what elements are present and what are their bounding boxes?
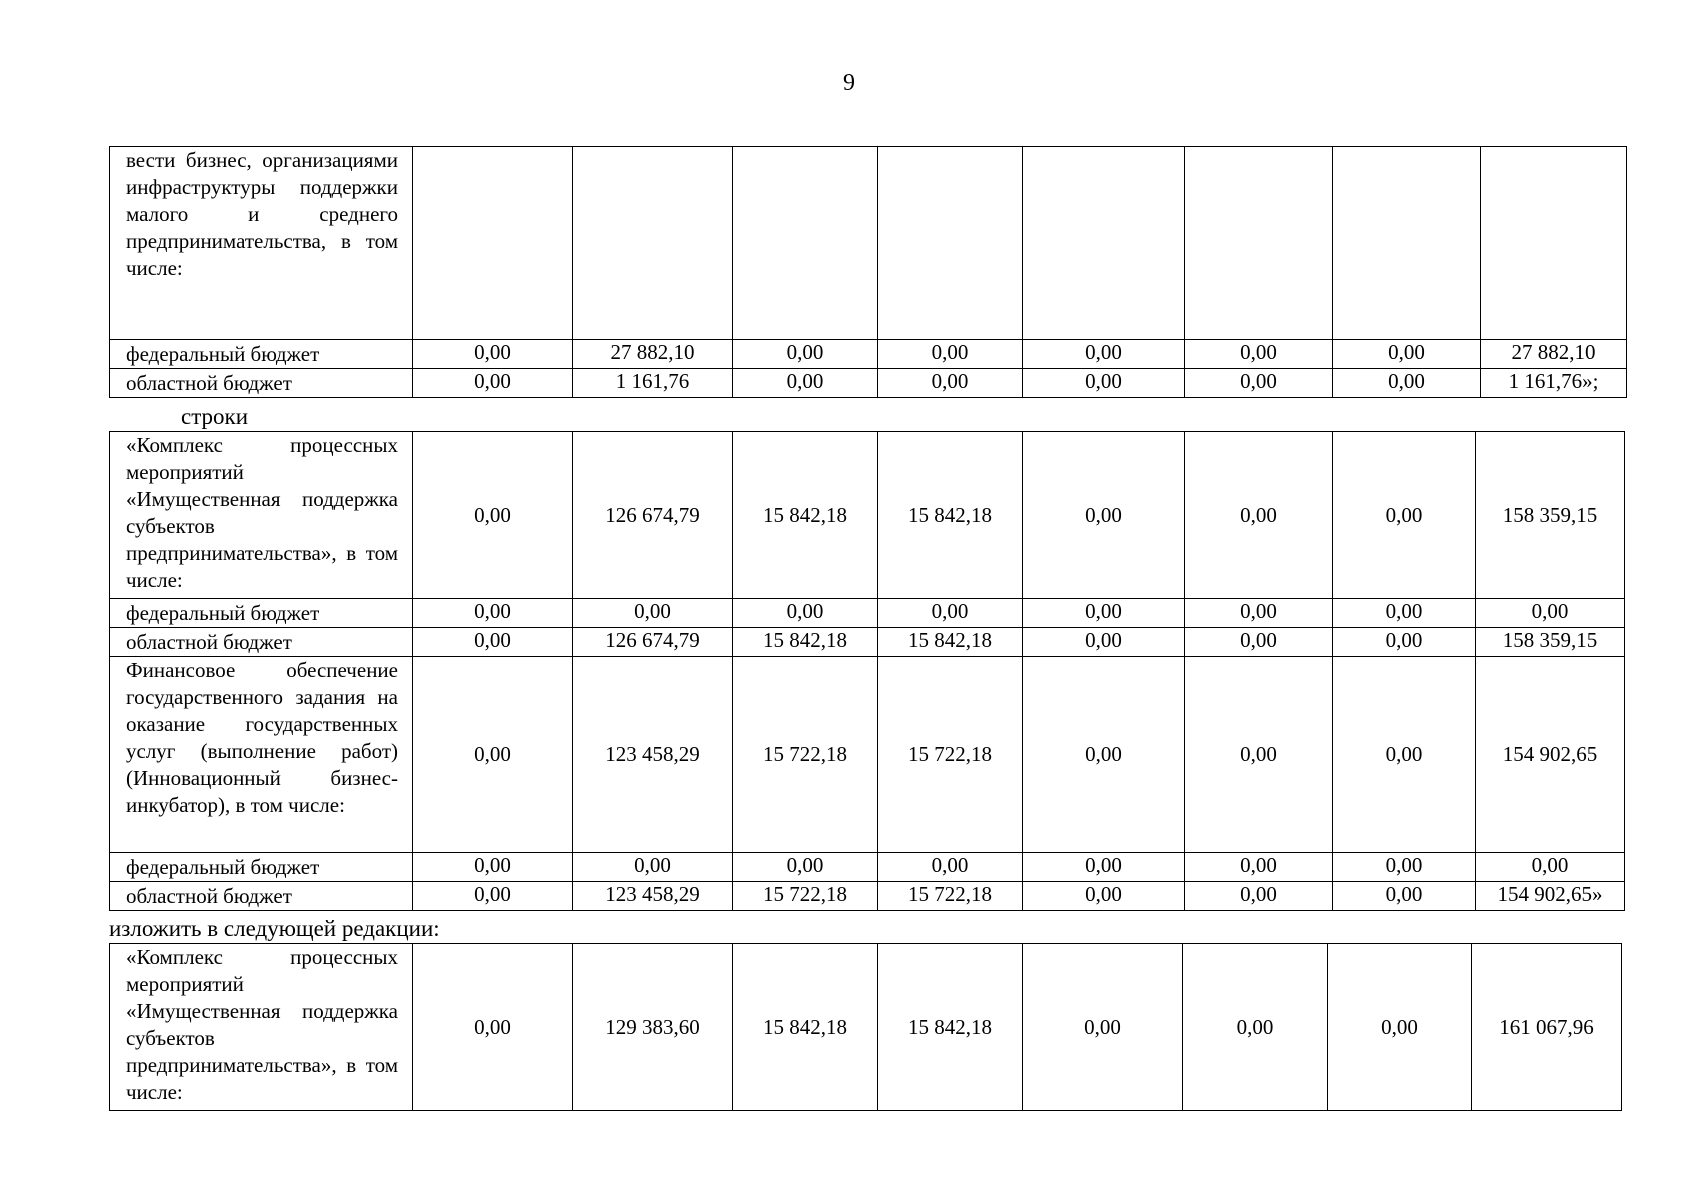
- row-label: Финансовое обеспечение государственного задания на оказание государственных услуг (выполнение работ) (Инновационный бизнес-инкубатор), в том числе:: [110, 657, 413, 853]
- table-row: [110, 944, 1622, 1111]
- value-cell: 0,00: [733, 599, 878, 628]
- value-cell: 15 842,18: [878, 944, 1023, 1111]
- row-label: федеральный бюджет: [110, 853, 413, 882]
- value-cell: 15 722,18: [733, 657, 878, 853]
- value-cell: 0,00: [1023, 369, 1185, 398]
- value-cell: [1023, 147, 1185, 340]
- value-cell: 0,00: [1333, 853, 1476, 882]
- value-cell: 0,00: [878, 340, 1023, 369]
- value-cell: 27 882,10: [573, 340, 733, 369]
- table-row: [110, 432, 1625, 599]
- value-cell: [413, 147, 573, 340]
- value-cell: 0,00: [413, 657, 573, 853]
- lines-label: строки: [181, 404, 249, 429]
- value-cell: 123 458,29: [573, 882, 733, 911]
- table-row: [110, 369, 1627, 398]
- value-cell: 0,00: [1023, 853, 1185, 882]
- value-cell: 0,00: [1476, 853, 1625, 882]
- value-cell: 0,00: [413, 628, 573, 657]
- value-cell: 15 722,18: [878, 882, 1023, 911]
- value-cell: 0,00: [1185, 369, 1333, 398]
- value-cell: 0,00: [1183, 944, 1328, 1111]
- value-cell: 0,00: [1333, 340, 1481, 369]
- value-cell: 0,00: [1185, 657, 1333, 853]
- table-row: [110, 340, 1627, 369]
- budget-table-old-lines: [109, 431, 1625, 911]
- row-label: «Комплекс процессных мероприятий «Имущественная поддержка субъектов предпринимательства», в том числе:: [110, 432, 413, 599]
- value-cell: [1333, 147, 1481, 340]
- row-label: областной бюджет: [110, 628, 413, 657]
- value-cell: 0,00: [1185, 882, 1333, 911]
- value-cell: 0,00: [413, 432, 573, 599]
- value-cell: 0,00: [1185, 853, 1333, 882]
- value-cell: 154 902,65»: [1476, 882, 1625, 911]
- value-cell: 0,00: [733, 853, 878, 882]
- value-cell: 0,00: [1185, 432, 1333, 599]
- value-cell: [1185, 147, 1333, 340]
- row-label: вести бизнес, организациями инфраструктуры поддержки малого и среднего предпринимательства, в том числе:: [110, 147, 413, 340]
- value-cell: 0,00: [878, 599, 1023, 628]
- value-cell: 0,00: [1185, 599, 1333, 628]
- value-cell: 15 842,18: [733, 944, 878, 1111]
- value-cell: 0,00: [413, 853, 573, 882]
- value-cell: 0,00: [1333, 369, 1481, 398]
- table-row: [110, 853, 1625, 882]
- value-cell: 0,00: [413, 340, 573, 369]
- table-row: [110, 628, 1625, 657]
- row-label: областной бюджет: [110, 882, 413, 911]
- value-cell: 0,00: [573, 599, 733, 628]
- value-cell: [1481, 147, 1627, 340]
- value-cell: 0,00: [1333, 599, 1476, 628]
- value-cell: 0,00: [1023, 432, 1185, 599]
- value-cell: 0,00: [1333, 657, 1476, 853]
- value-cell: 15 722,18: [878, 657, 1023, 853]
- value-cell: 0,00: [413, 599, 573, 628]
- value-cell: 0,00: [413, 944, 573, 1111]
- value-cell: 126 674,79: [573, 432, 733, 599]
- value-cell: 0,00: [878, 853, 1023, 882]
- value-cell: 158 359,15: [1476, 432, 1625, 599]
- table-row: [110, 599, 1625, 628]
- value-cell: 0,00: [573, 853, 733, 882]
- value-cell: 0,00: [1023, 599, 1185, 628]
- value-cell: 15 842,18: [733, 432, 878, 599]
- row-label: «Комплекс процессных мероприятий «Имущественная поддержка субъектов предпринимательства», в том числе:: [110, 944, 413, 1111]
- value-cell: 0,00: [878, 369, 1023, 398]
- row-label: областной бюджет: [110, 369, 413, 398]
- value-cell: 0,00: [1333, 882, 1476, 911]
- value-cell: 15 842,18: [878, 432, 1023, 599]
- value-cell: 154 902,65: [1476, 657, 1625, 853]
- value-cell: 15 842,18: [878, 628, 1023, 657]
- new-edition-label: изложить в следующей редакции:: [109, 916, 440, 941]
- value-cell: 0,00: [1023, 628, 1185, 657]
- table-row: [110, 147, 1627, 340]
- value-cell: 0,00: [1333, 432, 1476, 599]
- value-cell: [878, 147, 1023, 340]
- value-cell: 0,00: [1023, 340, 1185, 369]
- value-cell: 0,00: [1023, 944, 1183, 1111]
- table-row: [110, 657, 1625, 853]
- value-cell: 1 161,76»;: [1481, 369, 1627, 398]
- value-cell: 129 383,60: [573, 944, 733, 1111]
- value-cell: 0,00: [1185, 340, 1333, 369]
- budget-table-new-edition: [109, 943, 1622, 1111]
- value-cell: 0,00: [1023, 882, 1185, 911]
- row-label: федеральный бюджет: [110, 340, 413, 369]
- value-cell: 0,00: [1328, 944, 1472, 1111]
- row-label: федеральный бюджет: [110, 599, 413, 628]
- page-number: 9: [843, 70, 855, 96]
- value-cell: 0,00: [1185, 628, 1333, 657]
- value-cell: 1 161,76: [573, 369, 733, 398]
- value-cell: [733, 147, 878, 340]
- budget-table-continued: [109, 146, 1627, 398]
- value-cell: 27 882,10: [1481, 340, 1627, 369]
- value-cell: 15 842,18: [733, 628, 878, 657]
- table-row: [110, 882, 1625, 911]
- value-cell: 123 458,29: [573, 657, 733, 853]
- value-cell: 158 359,15: [1476, 628, 1625, 657]
- value-cell: 161 067,96: [1472, 944, 1622, 1111]
- value-cell: 0,00: [413, 882, 573, 911]
- value-cell: 15 722,18: [733, 882, 878, 911]
- value-cell: 0,00: [733, 340, 878, 369]
- value-cell: 0,00: [733, 369, 878, 398]
- value-cell: 0,00: [413, 369, 573, 398]
- value-cell: 0,00: [1476, 599, 1625, 628]
- value-cell: 0,00: [1023, 657, 1185, 853]
- value-cell: 126 674,79: [573, 628, 733, 657]
- value-cell: 0,00: [1333, 628, 1476, 657]
- value-cell: [573, 147, 733, 340]
